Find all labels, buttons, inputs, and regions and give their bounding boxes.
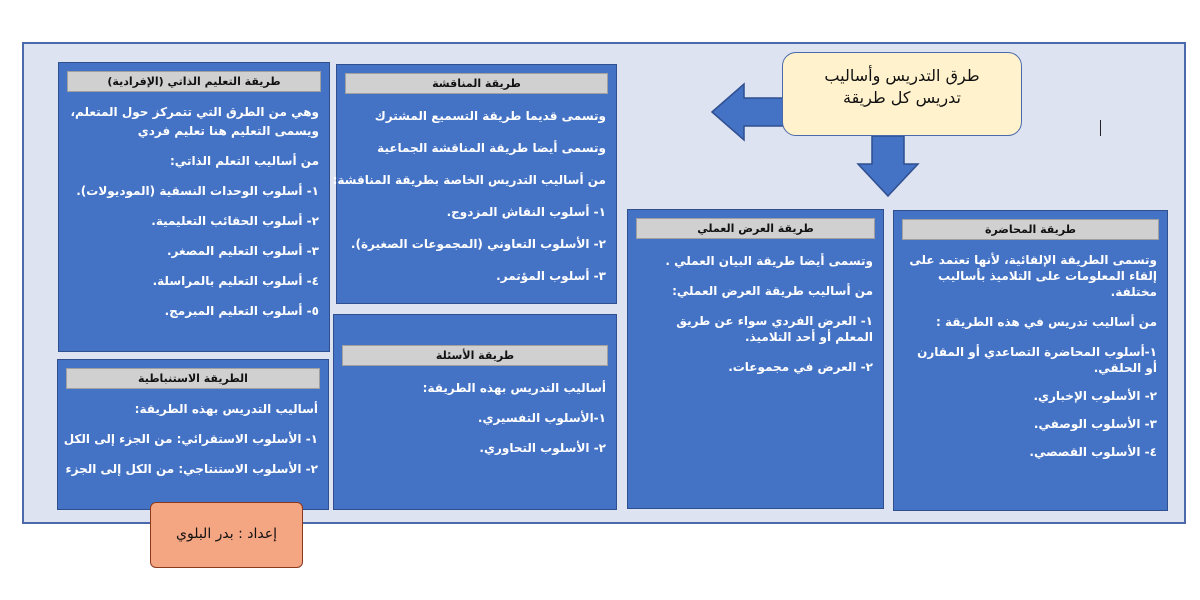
questions-line-2: ١-الأسلوب التفسيري. [477,411,606,425]
self-learning-line-4: ١- أسلوب الوحدات النسقية (الموديولات). [76,184,319,198]
self-learning-line-3: من أساليب التعلم الذاتي: [170,154,319,168]
self-learning-line-6: ٣- أسلوب التعليم المصغر. [166,244,319,258]
lecture-line-2: من أساليب تدريس في هذه الطريقة : [936,315,1157,329]
discussion-line-1: وتسمى قديما طريقة التسميع المشترك [374,109,606,123]
questions-line-1: أساليب التدريس بهذه الطريقة: [422,381,606,395]
box-questions [333,314,617,510]
box-practical [627,209,884,509]
discussion-line-5: ٢- الأسلوب التعاوني (المجموعات الصغيرة). [350,237,606,251]
discussion-line-6: ٣- أسلوب المؤتمر. [496,269,606,283]
inductive-line-3: ٢- الأسلوب الاستنتاجي: من الكل إلى الجزء [65,462,318,476]
inductive-line-1: أساليب التدريس بهذه الطريقة: [134,402,318,416]
box-inductive-title: الطريقة الاستنباطية [66,368,320,389]
discussion-line-3: من أساليب التدريس الخاصة بطريقة المناقشة: [332,173,606,187]
box-self-learning-title: طريقة التعليم الذاتي (الإفرادية) [67,71,321,92]
self-learning-line-2: ويسمى التعليم هنا تعليم فردي [137,124,319,138]
self-learning-line-1: وهي من الطرق التي تتمركز حول المتعلم، [70,105,319,119]
self-learning-line-5: ٢- أسلوب الحقائب التعليمية. [151,214,319,228]
lecture-line-1: وتسمى الطريقة الإلقائية، لأنها تعتمد على إلقاء المعلومات على التلاميذ بأساليب مختلفة. [909,253,1157,299]
self-learning-line-7: ٤- أسلوب التعليم بالمراسلة. [152,274,319,288]
practical-line-4: ٢- العرض في مجموعات. [728,360,873,374]
author-box: إعداد : بدر البلوي [150,502,303,568]
box-questions-title: طريقة الأسئلة [342,345,608,366]
down-arrow-icon [856,136,920,198]
lecture-line-5: ٣- الأسلوب الوصفي. [1033,417,1157,431]
practical-line-3: ١- العرض الفردي سواء عن طريق المعلم أو أحد التلاميذ. [676,314,873,344]
inductive-line-2: ١- الأسلوب الاستقرائي: من الجزء إلى الكل [63,432,318,446]
practical-line-1: وتسمى أيضا طريقة البيان العملي . [665,254,873,268]
box-practical-title: طريقة العرض العملي [636,218,875,239]
lecture-line-6: ٤- الأسلوب القصصي. [1029,445,1157,459]
practical-line-2: من أساليب طريقة العرض العملي: [672,284,873,298]
lecture-line-4: ٢- الأسلوب الإخباري. [1033,389,1157,403]
questions-line-3: ٢- الأسلوب التحاوري. [479,441,606,455]
self-learning-line-8: ٥- أسلوب التعليم المبرمج. [164,304,319,318]
box-lecture-title: طريقة المحاضرة [902,219,1159,240]
left-arrow-icon [712,82,792,142]
discussion-line-2: وتسمى أيضا طريقة المناقشة الجماعية [377,141,606,155]
lecture-line-3: ١-أسلوب المحاضرة التصاعدي أو المقارن أو الحلقي. [917,345,1157,375]
box-discussion-title: طريقة المناقشة [345,73,608,94]
main-title-bubble [782,52,1022,136]
discussion-line-4: ١- أسلوب النقاش المزدوج. [446,205,606,219]
box-lecture [893,210,1168,511]
main-title-line-1: طرق التدريس وأساليب [824,66,980,85]
text-cursor [1100,120,1101,136]
box-self-learning [58,62,330,352]
box-inductive [57,359,329,510]
box-discussion [332,64,617,304]
main-title-line-2: تدريس كل طريقة [842,88,962,107]
